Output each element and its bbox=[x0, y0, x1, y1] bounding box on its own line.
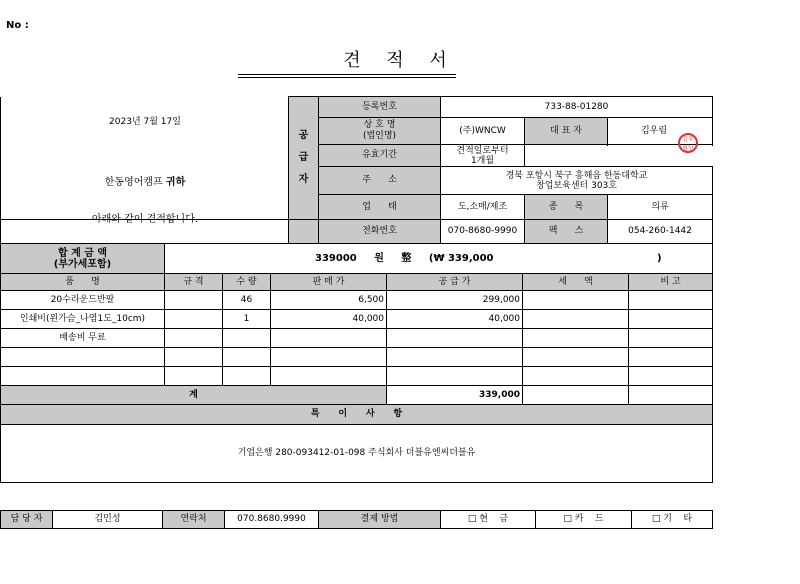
table-row bbox=[1, 348, 713, 367]
table-row bbox=[1, 329, 713, 348]
phone-label: 전화번호 bbox=[319, 220, 441, 244]
item-remark bbox=[629, 310, 713, 329]
payment-cash-option[interactable]: □ 현 금 bbox=[441, 511, 536, 529]
supplier-vertical-label: 공 급 자 bbox=[289, 97, 319, 220]
title-underline-2 bbox=[238, 77, 456, 78]
item-name bbox=[1, 348, 165, 367]
ceo-label: 대 표 자 bbox=[525, 118, 608, 145]
sum-supply: 339,000 bbox=[387, 386, 523, 405]
col-header-supply: 공 급 가 bbox=[387, 274, 523, 291]
item-supply: 40,000 bbox=[387, 310, 523, 329]
item-remark bbox=[629, 348, 713, 367]
item-supply bbox=[387, 348, 523, 367]
col-header-name: 품 명 bbox=[1, 274, 165, 291]
col-header-remark: 비 고 bbox=[629, 274, 713, 291]
table-row bbox=[1, 291, 713, 310]
quote-date: 2023년 7월 17일 bbox=[109, 116, 181, 127]
manager-label: 담 당 자 bbox=[1, 511, 53, 529]
item-qty bbox=[223, 329, 271, 348]
recipient-panel bbox=[1, 97, 289, 225]
item-price bbox=[271, 348, 387, 367]
title-underline bbox=[238, 74, 456, 75]
business-item-label: 종 목 bbox=[525, 195, 608, 220]
contact-value: 070.8680.9990 bbox=[225, 511, 319, 529]
item-remark bbox=[629, 291, 713, 310]
item-tax bbox=[523, 329, 629, 348]
reg-number-value: 733-88-01280 bbox=[441, 97, 713, 118]
item-qty bbox=[223, 348, 271, 367]
phone-value: 070-8680-9990 bbox=[441, 220, 525, 244]
sum-label: 계 bbox=[1, 386, 387, 405]
col-header-price: 판 매 가 bbox=[271, 274, 387, 291]
document-number-label: No : bbox=[6, 20, 29, 31]
footer-table bbox=[0, 510, 713, 529]
address-value: 경북 포항시 북구 흥해읍 한동대학교 창업보육센터 303호 bbox=[441, 167, 713, 195]
greeting-text: 아래와 같이 견적합니다. bbox=[91, 213, 199, 225]
ceo-value: 김우림 bbox=[640, 125, 668, 136]
item-price: 6,500 bbox=[271, 291, 387, 310]
fax-value: 054-260-1442 bbox=[608, 220, 713, 244]
item-spec bbox=[165, 367, 223, 386]
company-seal: 김우 림인 bbox=[678, 133, 698, 153]
business-item-value: 의류 bbox=[608, 195, 713, 220]
recipient-name: 한동영어캠프 bbox=[104, 176, 163, 188]
item-qty bbox=[223, 367, 271, 386]
fax-label: 팩 스 bbox=[525, 220, 608, 244]
col-header-spec: 규 격 bbox=[165, 274, 223, 291]
col-header-qty: 수 량 bbox=[223, 274, 271, 291]
page-title: 견 적 서 bbox=[343, 50, 457, 71]
recipient-honorific: 귀하 bbox=[165, 176, 186, 188]
ceo-cell bbox=[608, 118, 713, 152]
total-won: 원 bbox=[374, 253, 384, 264]
total-amount: 339000 bbox=[315, 253, 357, 264]
company-name-value: (주)WNCW bbox=[441, 118, 525, 145]
item-price bbox=[271, 367, 387, 386]
item-name: 인쇄비(왼가슴_나염1도_10cm) bbox=[1, 310, 165, 329]
items-header-row bbox=[1, 274, 713, 291]
manager-value: 김민성 bbox=[53, 511, 163, 529]
valid-label: 유효기간 bbox=[319, 145, 441, 167]
item-tax bbox=[523, 291, 629, 310]
item-price: 40,000 bbox=[271, 310, 387, 329]
item-spec bbox=[165, 291, 223, 310]
item-name: 배송비 무료 bbox=[1, 329, 165, 348]
item-tax bbox=[523, 367, 629, 386]
total-amount-line bbox=[165, 244, 713, 274]
item-supply: 299,000 bbox=[387, 291, 523, 310]
item-name bbox=[1, 367, 165, 386]
total-close-paren: ) bbox=[657, 253, 662, 264]
item-qty: 1 bbox=[223, 310, 271, 329]
valid-value: 견적일로부터 1개월 bbox=[441, 145, 525, 167]
address-label: 주 소 bbox=[319, 167, 441, 195]
item-price bbox=[271, 329, 387, 348]
item-qty: 46 bbox=[223, 291, 271, 310]
item-tax bbox=[523, 348, 629, 367]
payment-other-option[interactable]: □ 기 타 bbox=[632, 511, 713, 529]
item-supply bbox=[387, 329, 523, 348]
item-supply bbox=[387, 367, 523, 386]
reg-number-label: 등록번호 bbox=[319, 97, 441, 118]
total-amount-paren: (₩ 339,000 bbox=[428, 253, 494, 264]
item-tax bbox=[523, 310, 629, 329]
total-whole: 整 bbox=[401, 253, 412, 264]
notes-label: 특 이 사 항 bbox=[1, 405, 713, 425]
business-type-label: 업 태 bbox=[319, 195, 441, 220]
recipient-line bbox=[1, 177, 289, 188]
company-name-label: 상 호 명 (법인명) bbox=[319, 118, 441, 145]
business-type-value: 도,소매/제조 bbox=[441, 195, 525, 220]
item-name: 20수라운드반팔 bbox=[1, 291, 165, 310]
item-spec bbox=[165, 329, 223, 348]
item-spec bbox=[165, 310, 223, 329]
payment-card-option[interactable]: □ 카 드 bbox=[536, 511, 632, 529]
sum-row bbox=[1, 386, 713, 405]
supplier-table bbox=[0, 96, 713, 244]
table-row bbox=[1, 367, 713, 386]
total-label: 합 계 금 액 (부가세포함) bbox=[1, 244, 165, 274]
contact-label: 연락처 bbox=[163, 511, 225, 529]
item-spec bbox=[165, 348, 223, 367]
col-header-tax: 세 액 bbox=[523, 274, 629, 291]
items-table bbox=[0, 243, 713, 483]
notes-text: 기업은행 280-093412-01-098 주식회사 더블유엔씨더블유 bbox=[1, 425, 713, 483]
item-remark bbox=[629, 329, 713, 348]
item-remark bbox=[629, 367, 713, 386]
payment-label: 결제 방법 bbox=[319, 511, 441, 529]
table-row bbox=[1, 310, 713, 329]
